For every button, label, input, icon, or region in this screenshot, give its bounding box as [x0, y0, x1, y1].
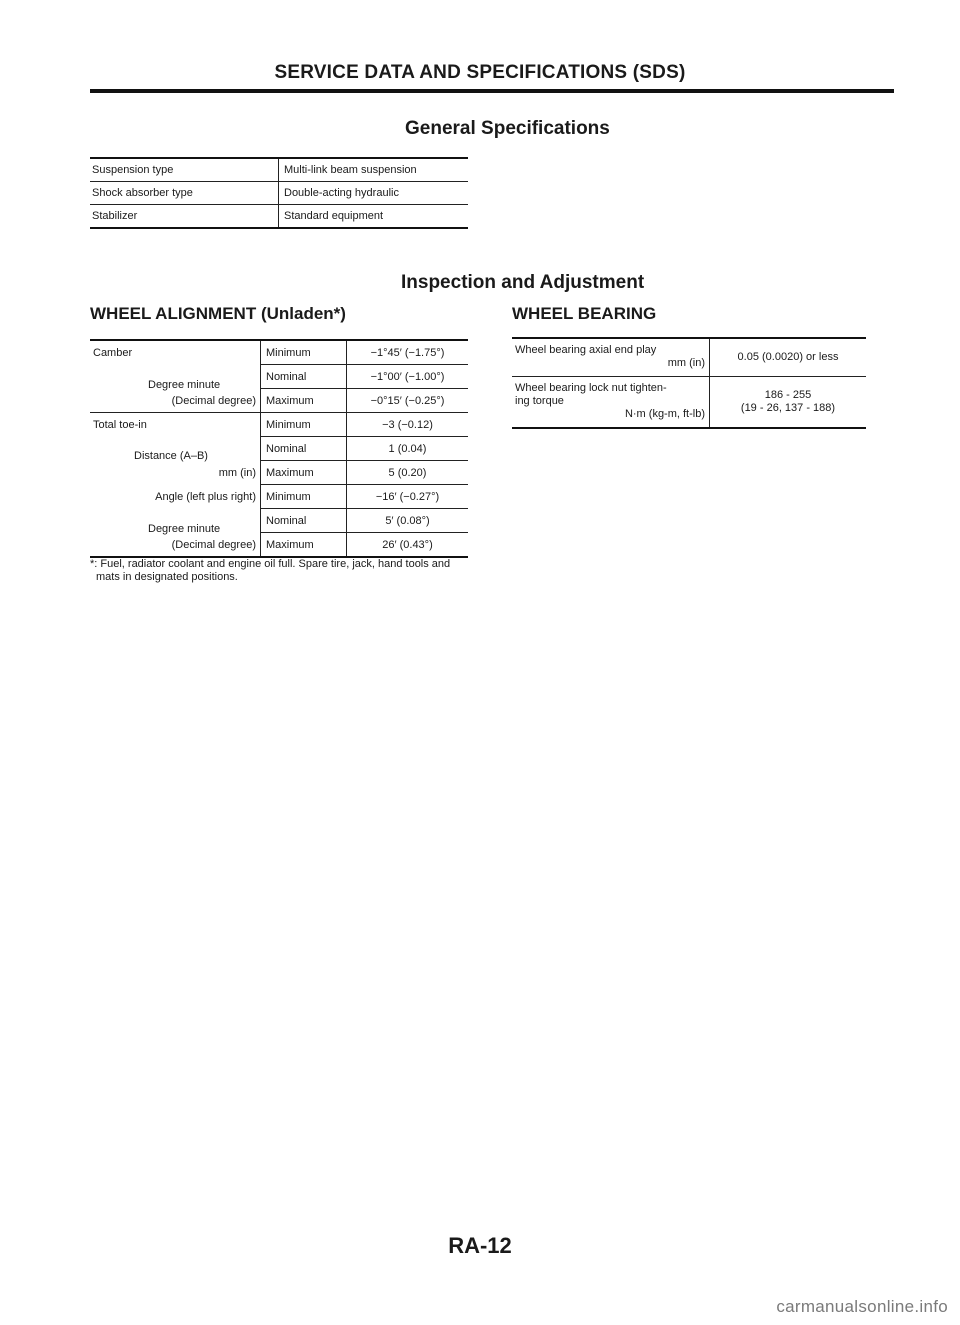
page-number: RA-12 [448, 1233, 512, 1258]
table-row [90, 158, 468, 182]
group-unit-line1: Degree minute [148, 379, 221, 391]
bearing-value-cont: (19 - 26, 137 - 188) [740, 402, 836, 414]
row-name: Nominal [261, 365, 347, 389]
bearing-value-cell [710, 377, 867, 429]
group-label: Total toe-in [93, 419, 147, 431]
watermark: carmanualsonline.info [776, 1297, 948, 1316]
bearing-value: 186 - 255 [764, 389, 812, 401]
bearing-value-cell [710, 338, 867, 377]
toe-in-distance-label-cell [90, 413, 261, 485]
group-unit-line1: Degree minute [148, 522, 221, 535]
table-row [90, 413, 468, 437]
spec-label: Suspension type [90, 158, 279, 182]
row-value: 1 (0.04) [347, 437, 469, 461]
row-value: −1°45′ (−1.75°) [347, 340, 469, 365]
wheel-alignment-title: WHEEL ALIGNMENT (Unladen*) [90, 304, 346, 323]
row-value: −0°15′ (−0.25°) [347, 389, 469, 413]
row-value: −1°00′ (−1.00°) [347, 365, 469, 389]
bearing-label-cell [512, 338, 710, 377]
camber-label-cell [90, 340, 261, 413]
wheel-bearing-title: WHEEL BEARING [512, 304, 657, 323]
row-name: Maximum [261, 461, 347, 485]
row-value: 5′ (0.08°) [347, 509, 469, 533]
wheel-bearing-table [512, 337, 866, 429]
spec-value: Standard equipment [279, 205, 469, 229]
spec-value: Multi-link beam suspension [284, 164, 417, 176]
table-row [512, 377, 866, 429]
row-name: Minimum [261, 413, 347, 437]
wheel-alignment-footnote: *: Fuel, radiator coolant and engine oil full. Spare tire, jack, hand tools and mats in designated positions. [90, 558, 451, 583]
bearing-value: 0.05 (0.0020) or less [737, 351, 839, 363]
row-name: Minimum [261, 485, 347, 509]
bearing-label: Wheel bearing lock nut tighten- [515, 382, 667, 394]
table-row [90, 182, 468, 205]
bearing-unit: N·m (kg-m, ft-lb) [624, 408, 705, 420]
table-row [512, 338, 866, 377]
general-specifications-table [90, 157, 468, 229]
toe-in-angle-label-cell [90, 485, 261, 558]
group-unit-line2: (Decimal degree) [171, 538, 256, 551]
group-label: Camber [93, 347, 133, 359]
bearing-label: Wheel bearing axial end play [515, 344, 657, 356]
row-value: 5 (0.20) [347, 461, 469, 485]
group-unit-line2: mm (in) [218, 467, 256, 479]
bearing-label-cell [512, 377, 710, 429]
row-value: 26′ (0.43°) [382, 538, 433, 551]
group-unit-line1: Distance (A–B) [134, 450, 208, 462]
inspection-adjustment-title: Inspection and Adjustment [401, 272, 645, 293]
row-name: Maximum [261, 533, 347, 558]
spec-label: Stabilizer [90, 205, 279, 229]
row-name: Minimum [261, 340, 347, 365]
wheel-alignment-table [90, 339, 468, 558]
row-value: −3 (−0.12) [347, 413, 469, 437]
bearing-unit: mm (in) [667, 357, 705, 369]
spec-label: Shock absorber type [90, 182, 279, 205]
row-name: Nominal [261, 509, 347, 533]
group-label: Angle (left plus right) [155, 490, 256, 503]
group-unit-line2: (Decimal degree) [171, 395, 256, 407]
page-header-title: SERVICE DATA AND SPECIFICATIONS (SDS) [274, 62, 686, 83]
general-specifications-title: General Specifications [405, 118, 610, 139]
row-name: Nominal [261, 437, 347, 461]
row-name: Maximum [261, 389, 347, 413]
row-value: −16′ (−0.27°) [347, 485, 469, 509]
spec-value: Double-acting hydraulic [279, 182, 469, 205]
table-row [90, 340, 468, 365]
header-rule [90, 89, 894, 93]
table-row [90, 485, 468, 509]
table-row [90, 205, 468, 229]
bearing-label-cont: ing torque [515, 395, 564, 407]
